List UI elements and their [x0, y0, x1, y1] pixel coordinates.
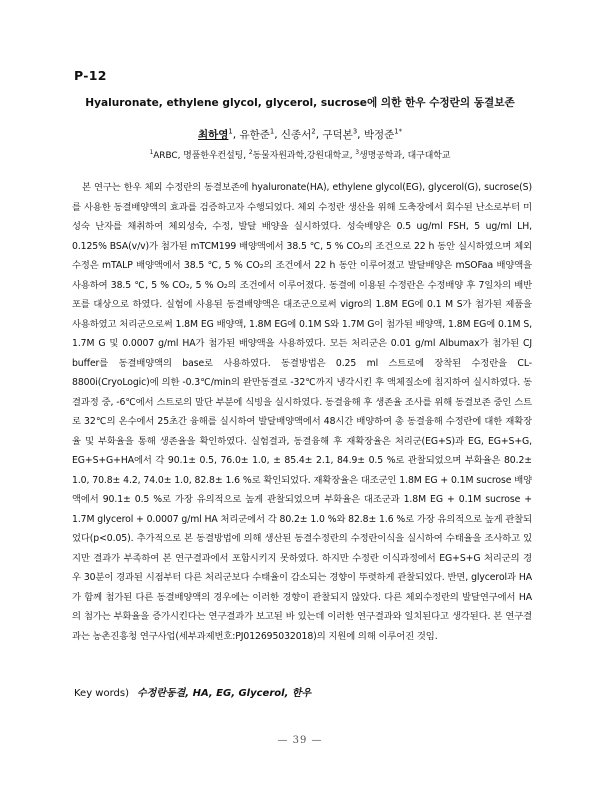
author-name: 유한준: [239, 129, 270, 141]
affiliation-superscript: 3: [355, 150, 360, 157]
keywords-values: 수정란동결, HA, EG, Glycerol, 한우: [137, 688, 312, 699]
affiliation-text: ARBC, 명품한우컨설팅: [153, 151, 244, 161]
keywords-line: [74, 684, 311, 699]
page-number: — 39 —: [277, 735, 323, 746]
abstract-code: P-12: [74, 68, 107, 83]
author-name: 신종서: [280, 129, 312, 141]
author-superscript: 1: [228, 127, 233, 136]
author-separator: ,: [315, 129, 323, 141]
affiliation-list: [60, 148, 540, 161]
affiliation-superscript: 2: [248, 150, 253, 157]
author-separator: ,: [232, 129, 240, 141]
author-name: 박정준: [363, 129, 395, 141]
affiliation-separator: ,: [349, 151, 356, 161]
author-name: 구덕본: [322, 129, 353, 141]
author-separator: ,: [274, 129, 281, 141]
author-superscript: 3: [352, 127, 358, 136]
affiliation-text: 생명공학과, 대구대학교: [359, 151, 451, 161]
presenting-author: 최하영: [197, 129, 229, 141]
abstract-body: 본 연구는 한우 체외 수정란의 동결보존에 hyaluronate(HA), ethylene glycol(EG), glycerol(G), sucrose(S)를 사용한 동결배양액의 효과를 검증하고자 수행되었다. 체외 수정란 생산을 위해 도축장에서 회수된 난소로부터 미성숙 난자를 채취하여 체외성숙, 수정, 발달 배양을 실시하였다. 성숙배양은 0.5 ug/ml FSH, 5 ug/ml LH, 0.125% BSA(v/v)가 첨가된 mTCM199 배양액에서 38.5 ℃, 5 % CO₂의 조건으로 22 h 동안 실시하였으며 체외수정은 mTALP 배양액에서 38.5 ℃, 5 % CO₂의 조건에서 22 h 동안 이루어졌고 발달배양은 mSOFaa 배양액을 사용하여 38.5 ℃, 5 % CO₂, 5 % O₂의 조건에서 이루어졌다. 동결에 이용된 수정란은 수정배양 후 7일차의 배반포를 대상으로 하였다. 실험에 사용된 동결배양액은 대조군으로써 vigro의 1.8M EG에 0.1 M S가 첨가된 제품을 사용하였고 처리군으로써 1.8M EG 배양액, 1.8M EG에 0.1M S와 1.7M G이 첨가된 배양액, 1.8M EG에 0.1M S, 1.7M G 및 0.0007 g/ml HA가 첨가된 배양액을 사용하였다. 모든 처리군은 0.01 g/ml Albumax가 첨가된 CJ buffer를 동결배양액의 base로 사용하였다. 동결방법은 0.25 ml 스트로에 장착된 수정란을 CL-8800i(CryoLogic)에 의한 -0.3℃/min의 완만동결로 -32℃까지 냉각시킨 후 액체질소에 침지하여 실시하였다. 동결과정 중, -6℃에서 스트로의 말단 부분에 식빙을 실시하였다. 동결융해 후 생존율 조사를 위해 동결보존 중인 스트로 32℃의 온수에서 25초간 융해를 실시하여 발달배양액에서 48시간 배양하여 총 동결융해 수정란에 대한 재확장율 및 부화율을 통해 생존율을 확인하였다. 실험결과, 동결융해 후 재확장율은 처리군(EG+S)과 EG, EG+S+G, EG+S+G+HA에서 각 90.1± 0.5, 76.0± 1.0, ± 85.4± 2.1, 84.9± 0.5 %로 관찰되었으며 부화율은 80.2± 1.0, 70.8± 4.2, 74.0± 1.0, 82.8± 1.6 %로 확인되었다. 재확장율은 대조군인 1.8M EG + 0.1M sucrose 배양액에서 90.1± 0.5 %로 가장 유의적으로 높게 관찰되었으며 부화율은 대조군과 1.8M EG + 0.1M sucrose + 1.7M glycerol + 0.0007 g/ml HA 처리군에서 각 80.2± 1.0 %와 82.8± 1.6 %로 가장 유의적으로 높게 관찰되었다(p<0.05). 추가적으로 본 동결방법에 의해 생산된 동결수정란의 수정란이식을 실시하여 수태율을 조사하고 있지만 결과가 부족하여 본 연구결과에서 포함시키지 못하였다. 하지만 수정란 이식과정에서 EG+S+G 처리군의 경우 30분이 경과된 시점부터 다른 처리군보다 수태율이 감소되는 경향이 뚜렷하게 관찰되었다. 반면, glycerol과 HA가 함께 첨가된 다른 동결배양액의 경우에는 이러한 경향이 관찰되지 않았다. 다른 체외수정란의 발달연구에서 HA의 첨가는 부화율을 증가시킨다는 연구결과가 보고된 바 있는데 이러한 연구결과와 일치된다고 생각된다. 본 연구결과는 농촌진흥청 연구사업(세부과제번호:PJ012695032018)의 지원에 의해 이루어진 것임.: [72, 182, 532, 642]
author-superscript: 1: [269, 127, 275, 136]
author-superscript: 2: [311, 127, 316, 136]
keywords-label: Key words): [74, 688, 129, 699]
author-list: [60, 127, 540, 142]
author-superscript: 1*: [394, 127, 403, 136]
affiliation-separator: ,: [243, 151, 249, 161]
affiliation-superscript: 1: [149, 150, 154, 157]
author-separator: ,: [357, 129, 364, 141]
affiliation-text: 동물자원과학,강원대학교: [252, 151, 350, 161]
paper-title: Hyaluronate, ethylene glycol, glycerol, sucrose에 의한 한우 수정란의 동결보존: [85, 97, 515, 109]
